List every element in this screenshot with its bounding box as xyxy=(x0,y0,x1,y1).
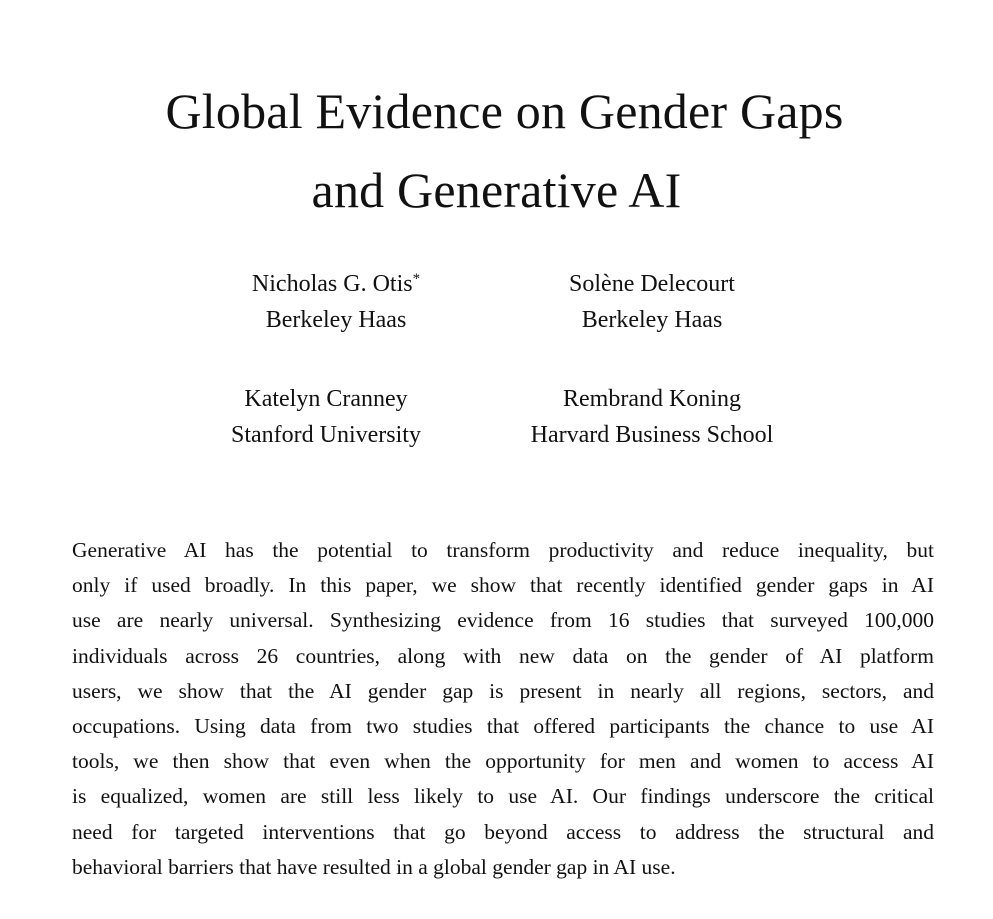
author-name: Nicholas G. Otis* xyxy=(251,271,421,297)
paper-title-line-1: Global Evidence on Gender Gaps xyxy=(165,83,844,139)
abstract-line: is equalized, women are still less likely to use AI. Our findings underscore the critical xyxy=(72,784,934,809)
abstract-line: occupations. Using data from two studies that offered participants the chance to use AI xyxy=(72,714,934,739)
footnote-marker: * xyxy=(412,271,421,287)
author-name: Katelyn Cranney xyxy=(244,386,408,412)
author-affiliation: Harvard Business School xyxy=(530,422,774,448)
author-name: Rembrand Koning xyxy=(563,386,741,412)
abstract-line: behavioral barriers that have resulted in a global gender gap in AI use. xyxy=(72,854,676,879)
abstract-line: users, we show that the AI gender gap is present in nearly all regions, sectors, and xyxy=(72,678,934,703)
author-affiliation: Berkeley Haas xyxy=(265,307,407,333)
abstract-line: individuals across 26 countries, along with new data on the gender of AI platform xyxy=(72,643,934,668)
abstract-line: only if used broadly. In this paper, we show that recently identified gender gaps in AI xyxy=(72,573,934,598)
paper-title-line-2: and Generative AI xyxy=(311,162,682,218)
abstract-line: use are nearly universal. Synthesizing evidence from 16 studies that surveyed 100,000 xyxy=(72,608,934,633)
abstract xyxy=(72,533,934,885)
author-block-otis xyxy=(216,266,456,338)
author-affiliation: Berkeley Haas xyxy=(581,307,723,333)
author-block-cranney xyxy=(206,381,446,453)
abstract-line: Generative AI has the potential to transform productivity and reduce inequality, but xyxy=(72,538,934,562)
author-affiliation: Stanford University xyxy=(231,422,421,448)
author-block-delecourt xyxy=(532,266,772,338)
abstract-line: need for targeted interventions that go beyond access to address the structural and xyxy=(72,819,934,844)
abstract-line: tools, we then show that even when the opportunity for men and women to access AI xyxy=(72,749,934,774)
author-name: Solène Delecourt xyxy=(569,271,735,297)
author-block-koning xyxy=(508,381,796,453)
